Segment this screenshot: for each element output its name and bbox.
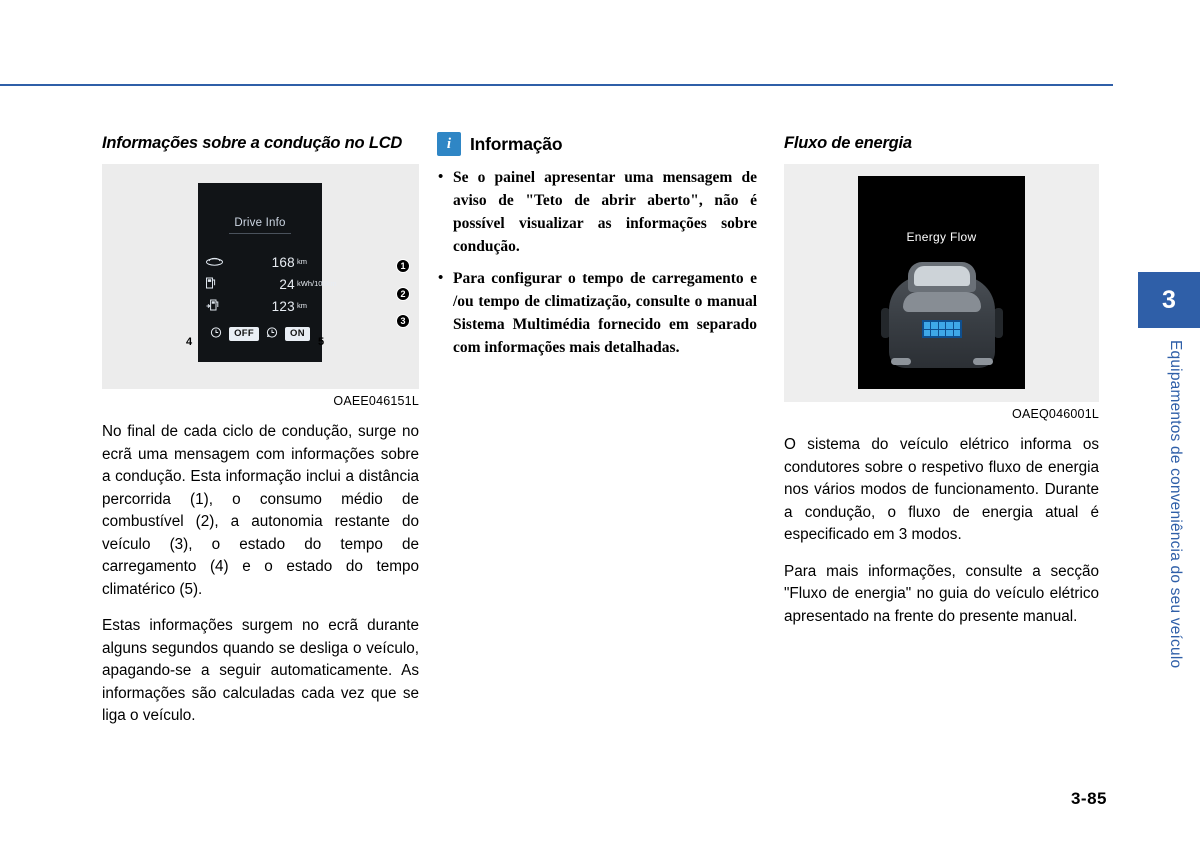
chapter-tab-number: 3 [1138,272,1200,328]
lcd-range-value: 123 [271,298,295,314]
climate-clock-icon [266,326,278,341]
note-header [437,132,757,156]
paragraph-left-2: Estas informações surgem no ecrã durante alguns segundos quando se desliga o veículo, apagando-se a seguir automaticamente. As informações são calculadas cada vez que se liga o veículo. [102,617,419,725]
information-icon: i [437,132,461,156]
lcd-timer-row [198,326,322,341]
lcd-row-consumption [206,273,337,295]
lcd-range-unit: km [297,301,307,311]
page-title-drive-info: Informações sobre a condução no LCD [102,134,403,152]
lcd-title-divider [229,233,291,234]
charge-timer-status: OFF [229,327,259,341]
callout-5: 5 [318,336,325,349]
range-pump-icon [206,299,230,314]
column-middle [437,132,757,369]
callout-4: 4 [186,336,193,349]
headlight-left-icon [891,358,911,365]
header-rule [0,84,1113,86]
fuel-pump-icon [206,277,230,292]
figure-code-left: OAEE046151L [333,394,419,409]
column-left [102,132,419,742]
chapter-title-vertical: Equipamentos de conveniência do seu veículo [1167,340,1184,669]
page-title-energy-flow: Fluxo de energia [784,134,912,152]
odometer-icon [206,256,230,269]
lcd-title: Drive Info [234,217,286,230]
lcd-row-range [206,295,314,317]
lcd-row-distance [206,251,314,273]
energy-flow-screen [858,176,1025,389]
note-item: • Se o painel apresentar uma mensagem de aviso de "Teto de abrir aberto", não é possível visualizar as informações sobre condução. [437,167,757,259]
callout-1: 1 [396,259,410,273]
wheel-right-icon [994,308,1003,338]
climate-timer-status: ON [285,327,310,341]
windshield-shape [914,266,970,286]
lcd-consumption-value: 24 [279,276,295,292]
lcd-rows [198,251,337,317]
lcd-consumption-unit: kWh/100km [297,279,337,289]
figure-lcd-drive-info [102,164,419,389]
battery-indicator-icon [922,320,962,338]
paragraph-right-1: O sistema do veículo elétrico informa os condutores sobre o respetivo fluxo de energia nos vários modos de funcionamento. Durante a condução, o fluxo de energia atual é especificado em 3 modos. [784,436,1099,544]
note-list [437,167,757,360]
headlight-right-icon [973,358,993,365]
column-right [784,132,1099,642]
lcd-distance-unit: km [297,257,307,267]
figure-code-right: OAEQ046001L [1012,407,1099,422]
note-title: Informação [470,133,563,154]
paragraph-right-2: Para mais informações, consulte a secção "Fluxo de energia" no guia do veículo elétrico apresentado na frente do presente manual. [784,562,1099,625]
figure-energy-flow [784,164,1099,402]
callout-2: 2 [396,287,410,301]
page-number: 3-85 [1070,789,1107,808]
charge-clock-icon [210,326,222,341]
lcd-distance-value: 168 [271,254,295,270]
note-item: • Para configurar o tempo de carregamento e /ou tempo de climatização, consulte o manual Sistema Multimédia fornecido em separado com informações mais detalhadas. [437,268,757,360]
vehicle-top-view-graphic [881,262,1003,374]
callout-3: 3 [396,314,410,328]
energy-flow-title: Energy Flow [906,230,977,245]
rear-window-shape [903,292,981,312]
lcd-screen [198,183,337,362]
paragraph-left-1: No final de cada ciclo de condução, surge no ecrã uma mensagem com informações sobre a condução. Esta informação inclui a distância percorrida (1), o consumo médio de combustível (2), a autonomia restante do veículo (3), o estado do tempo de carregamento (4) e o estado do tempo climatérico (5). [102,423,419,598]
